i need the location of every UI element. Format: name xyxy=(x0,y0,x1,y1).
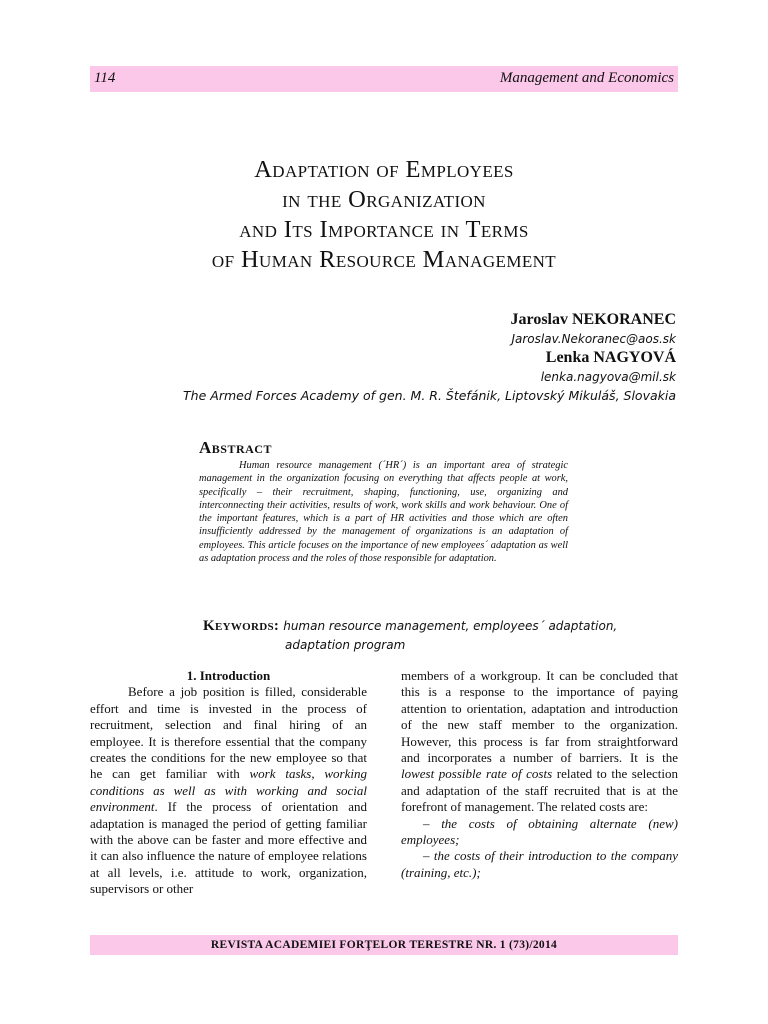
abstract-heading: Abstract xyxy=(199,438,272,457)
title-line: Adaptation of Employees xyxy=(254,156,514,183)
journal-section-title: Management and Economics xyxy=(499,70,674,86)
title-line: of Human Resource Management xyxy=(211,246,557,273)
title-line: in the Organization xyxy=(282,186,486,213)
article-title xyxy=(60,155,708,275)
body-paragraph xyxy=(90,684,367,897)
emphasis-text: working conditions as well as with working and social environment xyxy=(90,766,368,815)
section-heading: 1. Introduction xyxy=(186,668,271,683)
affiliation: The Armed Forces Academy of gen. M. R. Štefánik, Liptovský Mikuláš, Slovakia xyxy=(183,388,676,403)
author-block xyxy=(116,310,676,406)
body-text: , xyxy=(311,766,325,782)
running-header xyxy=(90,66,678,92)
page-number: 114 xyxy=(94,70,116,86)
author-email: Jaroslav.Nekoranec@aos.sk xyxy=(511,332,676,346)
body-text: Before a job position is filled, considerable effort and time is invested in the process of recruitment, selection and final hiring of an employee. It is therefore essential that the company creates the conditions for the new employee so that he can get familiar with xyxy=(90,684,367,782)
body-column-right xyxy=(401,668,678,881)
body-paragraph xyxy=(401,668,678,816)
emphasis-text: lowest possible rate of costs xyxy=(401,766,553,782)
body-text: members of a workgroup. It can be concluded that this is a response to the importance of paying attention to orientation, adaptation and introduction of the new staff member to the organization. However, this process is far from straightforward and incorporates a number of barriers. It is the xyxy=(401,668,678,766)
list-item: – the costs of obtaining alternate (new) employees; xyxy=(401,815,678,848)
emphasis-text: work tasks xyxy=(249,766,312,782)
body-text: related to the selection and adaptation of the staff recruited that is at the forefront of management. The related costs are: xyxy=(401,766,679,815)
list-item: – the costs of their introduction to the company (training, etc.); xyxy=(401,848,678,880)
keywords-section xyxy=(203,617,673,654)
author-name: Jaroslav NEKORANEC xyxy=(510,311,676,328)
title-line: and Its Importance in Terms xyxy=(239,216,529,243)
running-footer xyxy=(90,935,678,955)
footer-text: REVISTA ACADEMIEI FORŢELOR TERESTRE NR. 1 (73)/2014 xyxy=(210,939,558,951)
author-name: Lenka NAGYOVÁ xyxy=(545,349,676,366)
keywords-text: human resource management, employees´ adaptation, xyxy=(283,619,618,633)
keywords-heading: Keywords: xyxy=(203,618,280,634)
author-email: lenka.nagyova@mil.sk xyxy=(540,370,676,384)
abstract-text: Human resource management (´HR´) is an important area of strategic management in the organization focusing on everything that affects people at work, specifically – their recruitment, shaping, functioning, use, organizing and interconnecting their activities, results of work, work skills and work behaviour. One of the important features, which is a part of HR activities and those which are often insufficiently addressed by the management of organizations is an adaptation of employees. This article focuses on the importance of new employees´ adaptation as well as adaptation process and the roles of those responsible for adaptation. xyxy=(199,460,568,565)
body-text: . If the process of orientation and adaptation is managed the period of getting familiar with the above can be faster and more effective and it can also influence the nature of employee relations at all levels, i.e. attitude to work, organization, supervisors or other xyxy=(90,799,367,897)
abstract-section xyxy=(199,438,568,565)
body-column-left xyxy=(90,668,367,898)
keywords-text: adaptation program xyxy=(285,638,406,652)
